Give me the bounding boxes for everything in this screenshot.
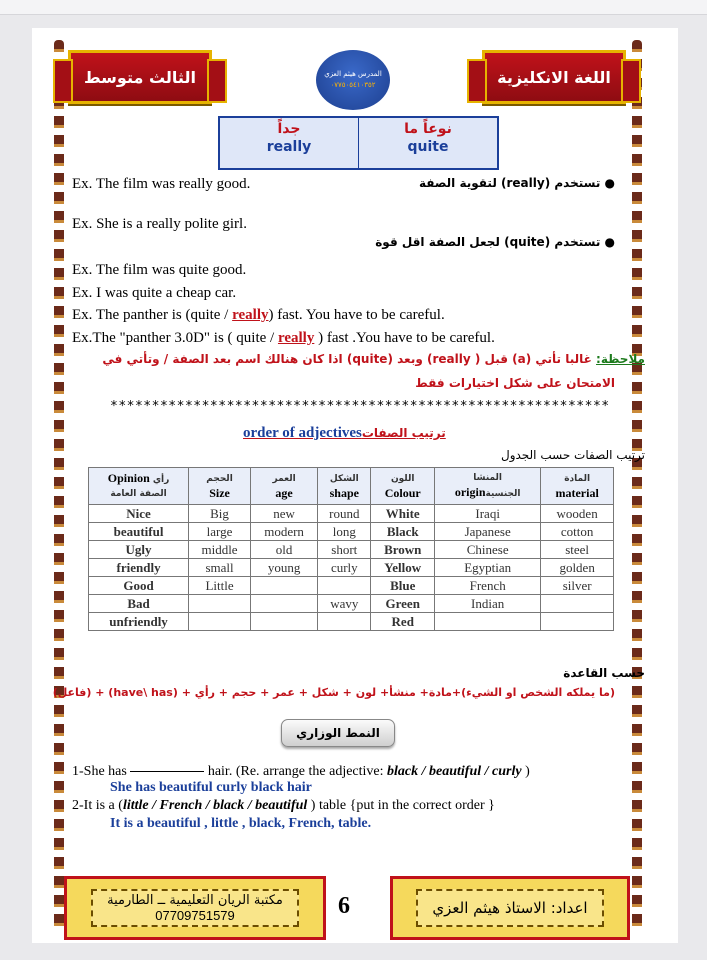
cell-material: steel bbox=[541, 541, 614, 559]
cell-origin: Indian bbox=[435, 595, 541, 613]
quite-column bbox=[358, 118, 497, 168]
grade-banner bbox=[68, 50, 212, 104]
subject-label: اللغة الانكليزية bbox=[497, 67, 611, 87]
cell-opinion: friendly bbox=[89, 559, 189, 577]
really-english: really bbox=[266, 139, 312, 155]
quite-english: quite bbox=[407, 139, 449, 155]
table-row bbox=[89, 613, 614, 631]
cell-opinion: beautiful bbox=[89, 523, 189, 541]
left-border-chain bbox=[54, 40, 64, 930]
note-line-2: الامتحان على شكل اختيارات فقط bbox=[415, 376, 615, 390]
table-caption: ترتيب الصفات حسب الجدول bbox=[500, 448, 645, 462]
cell-material: golden bbox=[541, 559, 614, 577]
cell-colour: Blue bbox=[371, 577, 435, 595]
cell-shape: long bbox=[318, 523, 371, 541]
header-age: العمر age bbox=[250, 468, 317, 505]
ministerial-pattern-button[interactable] bbox=[281, 719, 395, 747]
cell-age bbox=[250, 595, 317, 613]
cell-age bbox=[250, 577, 317, 595]
cell-origin bbox=[435, 613, 541, 631]
cell-size: Little bbox=[189, 577, 251, 595]
cell-colour: Black bbox=[371, 523, 435, 541]
cell-age: modern bbox=[250, 523, 317, 541]
answer-1: She has beautiful curly black hair bbox=[110, 780, 312, 795]
cell-size: Big bbox=[189, 505, 251, 523]
author-footer bbox=[390, 876, 630, 940]
cell-shape bbox=[318, 577, 371, 595]
cell-shape: curly bbox=[318, 559, 371, 577]
table-row bbox=[89, 505, 614, 523]
cell-size: middle bbox=[189, 541, 251, 559]
cell-material bbox=[541, 595, 614, 613]
table-row bbox=[89, 595, 614, 613]
answer-blank bbox=[130, 771, 204, 772]
library-footer bbox=[64, 876, 326, 940]
cell-shape: short bbox=[318, 541, 371, 559]
cell-colour: Yellow bbox=[371, 559, 435, 577]
table-row bbox=[89, 559, 614, 577]
grade-label: الثالث متوسط bbox=[84, 67, 196, 87]
cell-shape: round bbox=[318, 505, 371, 523]
cell-age: young bbox=[250, 559, 317, 577]
logo-title: المدرس هيثم العزي bbox=[324, 69, 382, 78]
really-example-1: Ex. The film was really good. bbox=[72, 176, 251, 192]
header-size: الحجم Size bbox=[189, 468, 251, 505]
cell-age: new bbox=[250, 505, 317, 523]
cell-origin: Egyptian bbox=[435, 559, 541, 577]
cell-origin: Iraqi bbox=[435, 505, 541, 523]
cell-colour: White bbox=[371, 505, 435, 523]
author-name: اعداد: الاستاذ هيثم العزي bbox=[432, 899, 588, 917]
quite-example-2: Ex. I was quite a cheap car. bbox=[72, 285, 237, 301]
cell-shape: wavy bbox=[318, 595, 371, 613]
ministerial-pattern-label: النمط الوزاري bbox=[296, 726, 380, 740]
cell-material bbox=[541, 613, 614, 631]
really-quite-box bbox=[218, 116, 499, 170]
teacher-logo bbox=[316, 50, 390, 110]
note-label: ملاحظة: bbox=[596, 352, 645, 366]
cell-opinion: Bad bbox=[89, 595, 189, 613]
separator-stars: ************************************************************ bbox=[110, 399, 610, 414]
header-colour: اللون Colour bbox=[371, 468, 435, 505]
subject-banner bbox=[482, 50, 626, 104]
logo-phone: ٠٧٧٥٠٥٤١٠٣٥٢ bbox=[330, 81, 376, 89]
quite-rule: ● تستخدم (quite) لجعل الصفة اقل قوة bbox=[375, 235, 615, 249]
table-row bbox=[89, 523, 614, 541]
answer-really-2: really bbox=[277, 330, 315, 346]
rule-title: حسب القاعدة bbox=[563, 666, 645, 680]
cell-size bbox=[189, 613, 251, 631]
cell-opinion: Nice bbox=[89, 505, 189, 523]
cell-age bbox=[250, 613, 317, 631]
order-of-adjectives-title: order of adjectivesترتيب الصفات bbox=[243, 425, 446, 441]
table-row bbox=[89, 541, 614, 559]
choice-example-2: Ex.The "panther 3.0D" is ( quite / really ) fast .You have to be careful. bbox=[72, 330, 495, 346]
cell-opinion: Ugly bbox=[89, 541, 189, 559]
header-origin: المنشا originالجنسية bbox=[435, 468, 541, 505]
cell-material: silver bbox=[541, 577, 614, 595]
header-material: المادة material bbox=[541, 468, 614, 505]
question-1: 1-She has hair. (Re. arrange the adjective: black / beautiful / curly ) bbox=[72, 764, 530, 779]
cell-size: small bbox=[189, 559, 251, 577]
really-rule: ● تستخدم (really) لتقوية الصفة bbox=[418, 176, 615, 190]
header-opinion: Opinion رأي الصفة العامة bbox=[89, 468, 189, 505]
cell-size: large bbox=[189, 523, 251, 541]
cell-material: wooden bbox=[541, 505, 614, 523]
cell-opinion: Good bbox=[89, 577, 189, 595]
cell-origin: Chinese bbox=[435, 541, 541, 559]
adjective-order-table bbox=[88, 467, 614, 631]
right-border-chain bbox=[632, 40, 642, 930]
table-row bbox=[89, 577, 614, 595]
cell-material: cotton bbox=[541, 523, 614, 541]
page-number: 6 bbox=[338, 893, 350, 919]
cell-colour: Brown bbox=[371, 541, 435, 559]
cell-size bbox=[189, 595, 251, 613]
quite-example-1: Ex. The film was quite good. bbox=[72, 262, 247, 278]
really-arabic: جداً bbox=[277, 121, 301, 137]
cell-shape bbox=[318, 613, 371, 631]
library-name: مكتبة الريان التعليمية ــ الطارمية bbox=[107, 893, 283, 908]
cell-opinion: unfriendly bbox=[89, 613, 189, 631]
note-line-1: ملاحظة: غالبا تأتي (a) قبل ( really) وبعد (quite) اذا كان هنالك اسم بعد الصفة / وتأتي في bbox=[102, 352, 645, 366]
really-example-2: Ex. She is a really polite girl. bbox=[72, 216, 247, 232]
quite-arabic: نوعاً ما bbox=[404, 121, 452, 137]
really-column bbox=[220, 118, 358, 168]
cell-origin: French bbox=[435, 577, 541, 595]
rule-formula: (ما يملكه الشخص او الشيء)+مادة+ منشأ+ لون + شكل + عمر + حجم + رأي + (have\ has) + (فاعل) bbox=[52, 686, 615, 699]
cell-age: old bbox=[250, 541, 317, 559]
cell-origin: Japanese bbox=[435, 523, 541, 541]
library-phone: 07709751579 bbox=[155, 908, 235, 923]
header-shape: الشكل shape bbox=[318, 468, 371, 505]
answer-2: It is a beautiful , little , black, French, table. bbox=[110, 816, 372, 831]
answer-really-1: really bbox=[232, 307, 269, 323]
cell-colour: Green bbox=[371, 595, 435, 613]
choice-example-1: Ex. The panther is (quite / really) fast. You have to be careful. bbox=[72, 307, 445, 323]
top-strip bbox=[0, 0, 707, 15]
question-2: 2-It is a (little / French / black / beautiful ) table {put in the correct order } bbox=[72, 798, 495, 813]
cell-colour: Red bbox=[371, 613, 435, 631]
